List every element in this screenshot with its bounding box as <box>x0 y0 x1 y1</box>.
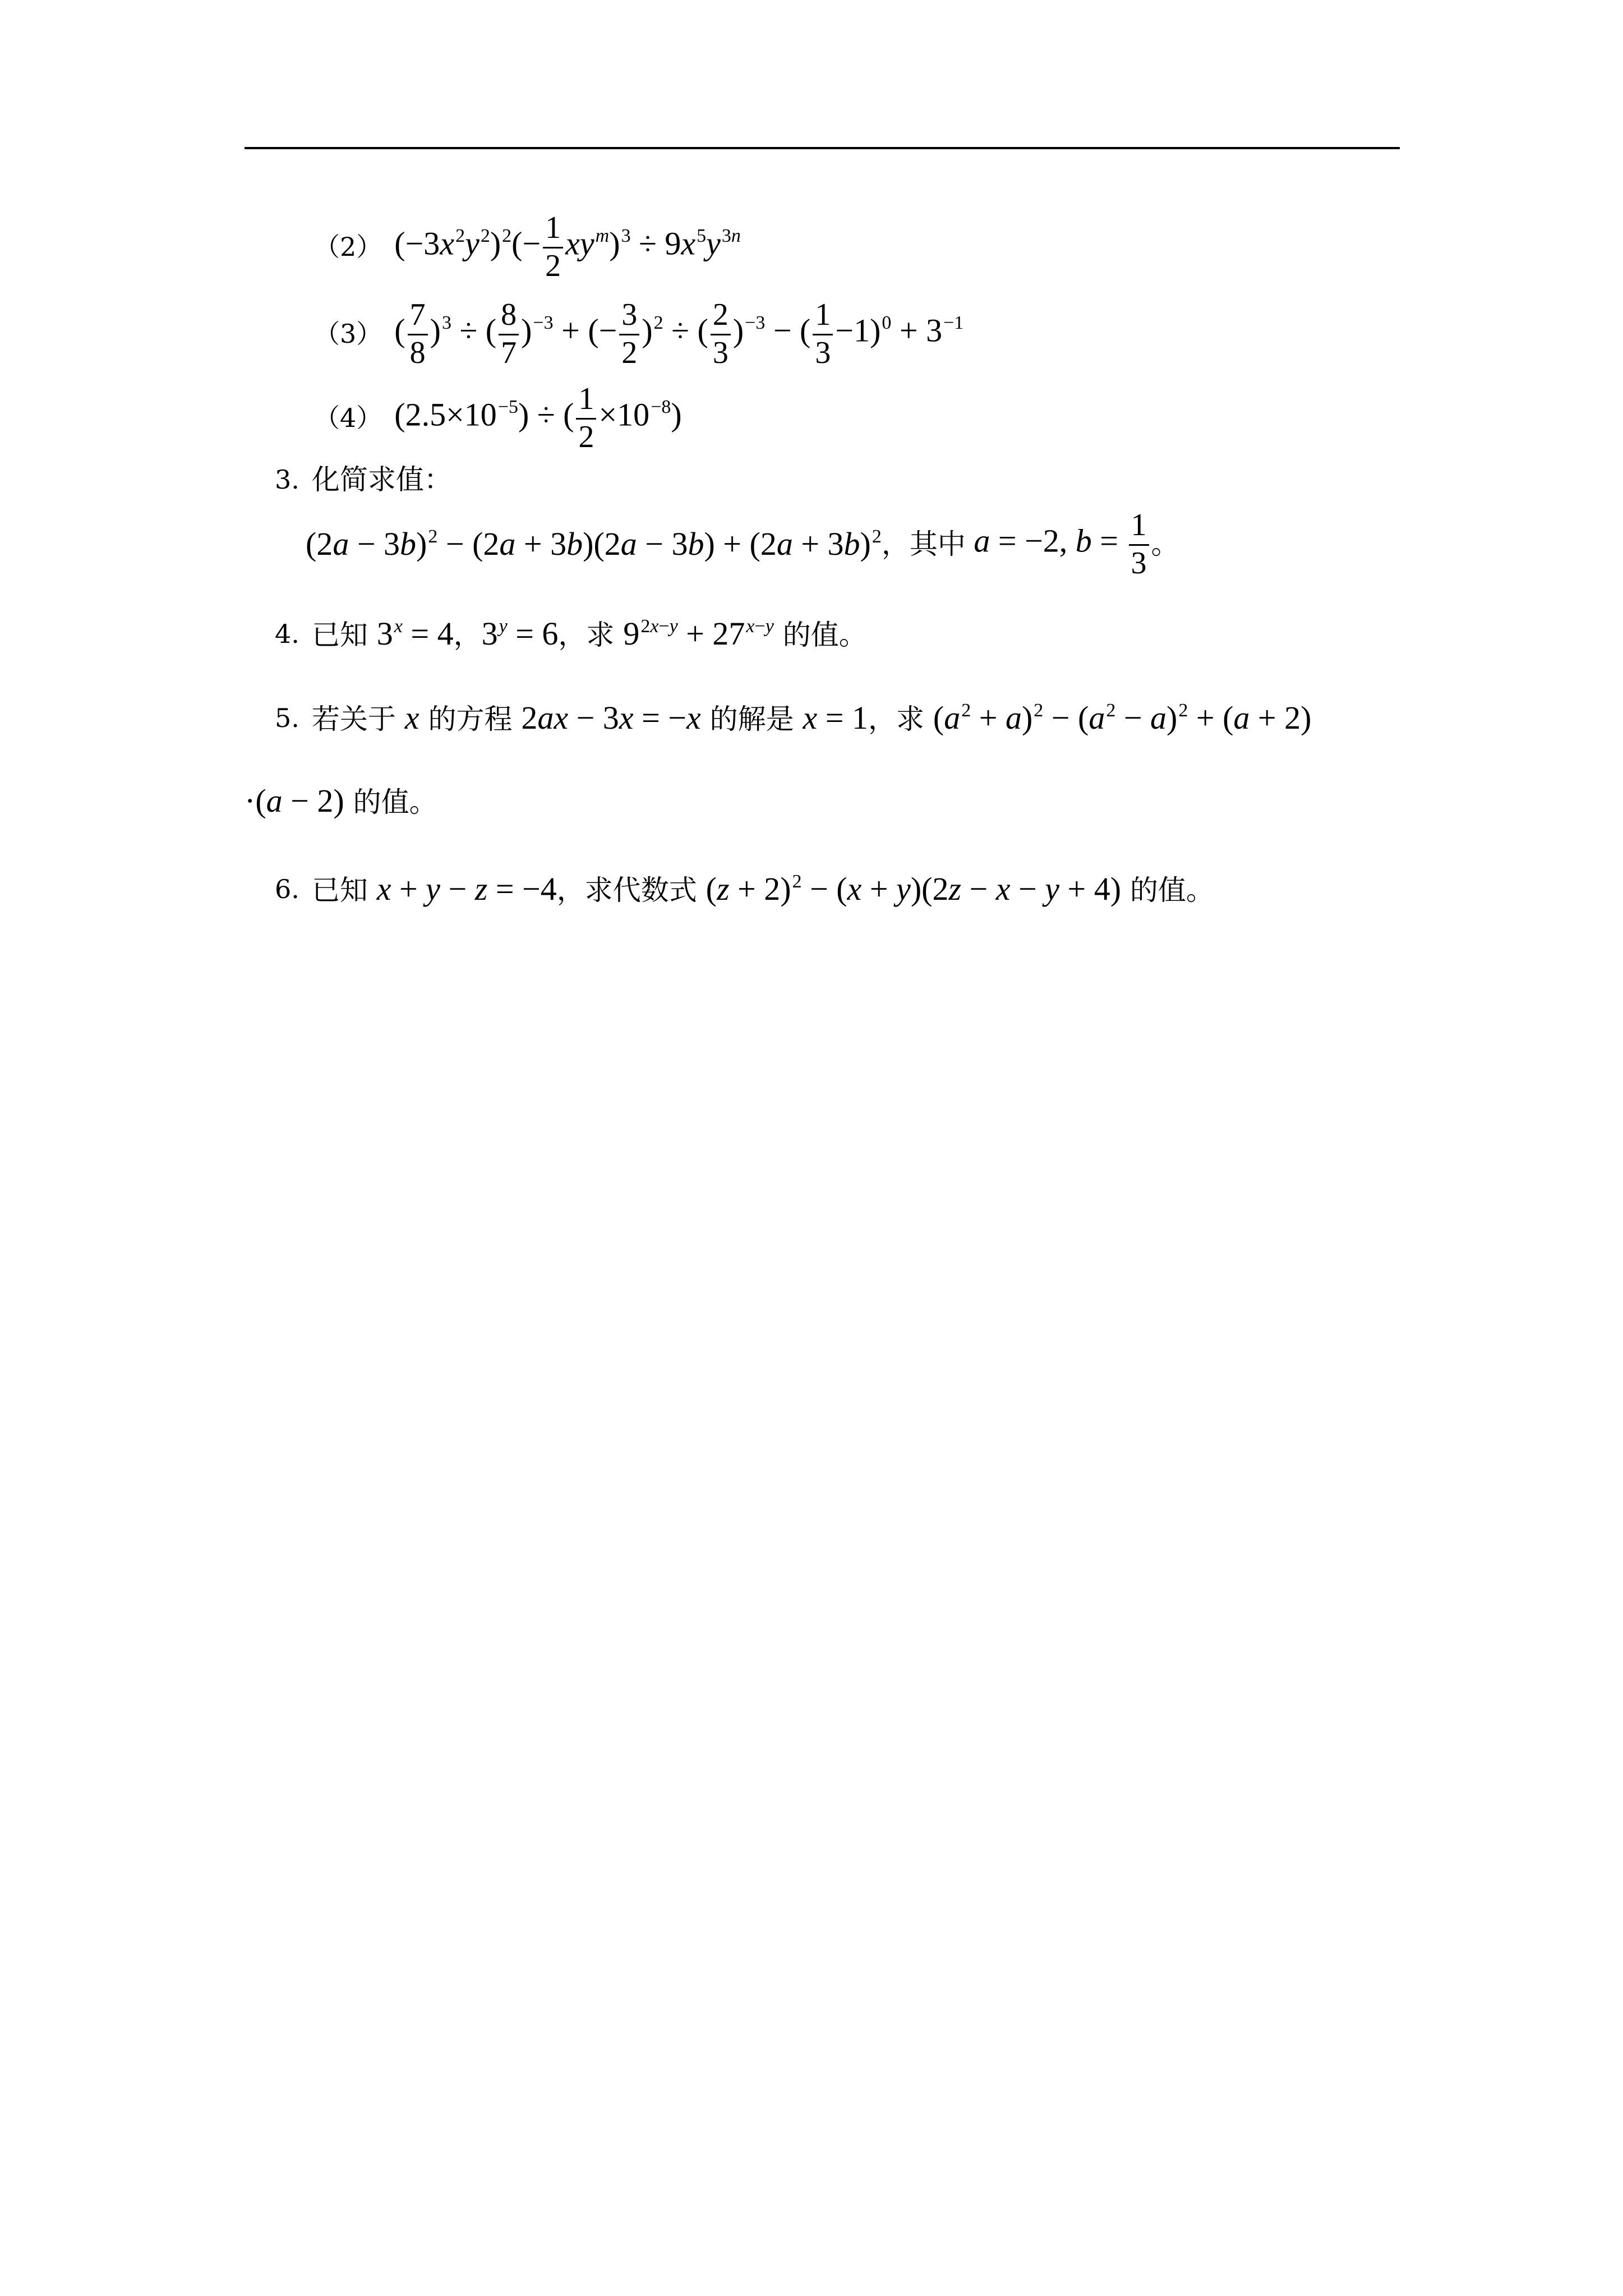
question-5-line-2 <box>245 779 437 823</box>
problem-4-expression: $(2.5\times 10^{-5})$ ÷ ( $\frac{1}{2}$ $\times 10^{-8}$) <box>394 381 682 454</box>
question-5-text-2: ·(a − 2) 的值。 <box>245 783 437 819</box>
problem-3 <box>314 295 963 373</box>
question-6-text: 已知 x + y − z = −4，求代数式 $(z + 2)^2 - (x + y)(2z - x - y + 4)$ 的值。 <box>311 871 1214 907</box>
problem-3-expression: ( $\frac{7}{8}$ )$^3$ ÷ ( $\frac{8}{7}$ )$^{-3}$ + (− $\frac{3}{2}$ )$^2$ ÷ ( $\frac{2}{3}$ )$^{-3}$ − ( $\frac{1}{3}$ $-1)^0 + 3^{-1}$ <box>394 297 964 370</box>
question-5-text-1: 若关于 x 的方程 2ax − 3x = −x 的解是 x = 1，求 $(a^2 + a)^2 - (a^2 - a)^2 + (a + 2)$ <box>311 700 1312 736</box>
question-5-line-1 <box>275 696 1311 740</box>
problem-2-label: （2） <box>314 232 382 262</box>
question-3-number: 3. <box>275 464 299 495</box>
header-rule <box>245 147 1400 149</box>
question-5-number: 5. <box>275 703 299 733</box>
question-6 <box>275 867 1214 912</box>
question-3-heading <box>275 460 452 499</box>
question-3-expression: $(2a - 3b)^2 - (2a + 3b)(2a - 3b) + (2a + 3b)^2$ <box>306 526 882 562</box>
question-3-condition-prefix: ，其中 <box>881 528 966 560</box>
problem-4 <box>314 381 682 454</box>
question-3-title: 化简求值： <box>311 463 452 496</box>
question-3-end: 。 <box>1151 528 1179 560</box>
fraction-one-half: $\frac{1}{2}$ <box>543 211 563 283</box>
question-3-body <box>306 505 1179 583</box>
question-4 <box>275 611 867 656</box>
question-4-text: 已知 $3^x = 4$，$3^y = 6$，求 $9^{2x-y} + 27^{x-y}$ 的值。 <box>311 615 867 652</box>
problem-2-expression: $(-3x^2y^2)^2(-$ $\frac{1}{2}$ $xy^m)^3 \div 9x^5y^{3n}$ <box>394 210 741 283</box>
problem-3-label: （3） <box>314 319 382 349</box>
question-4-number: 4. <box>275 619 299 649</box>
question-6-number: 6. <box>275 874 299 904</box>
problem-2 <box>314 210 741 283</box>
problem-4-label: （4） <box>314 403 382 433</box>
question-3-condition: a = −2, b = $\frac{1}{3}$ <box>966 509 1151 580</box>
